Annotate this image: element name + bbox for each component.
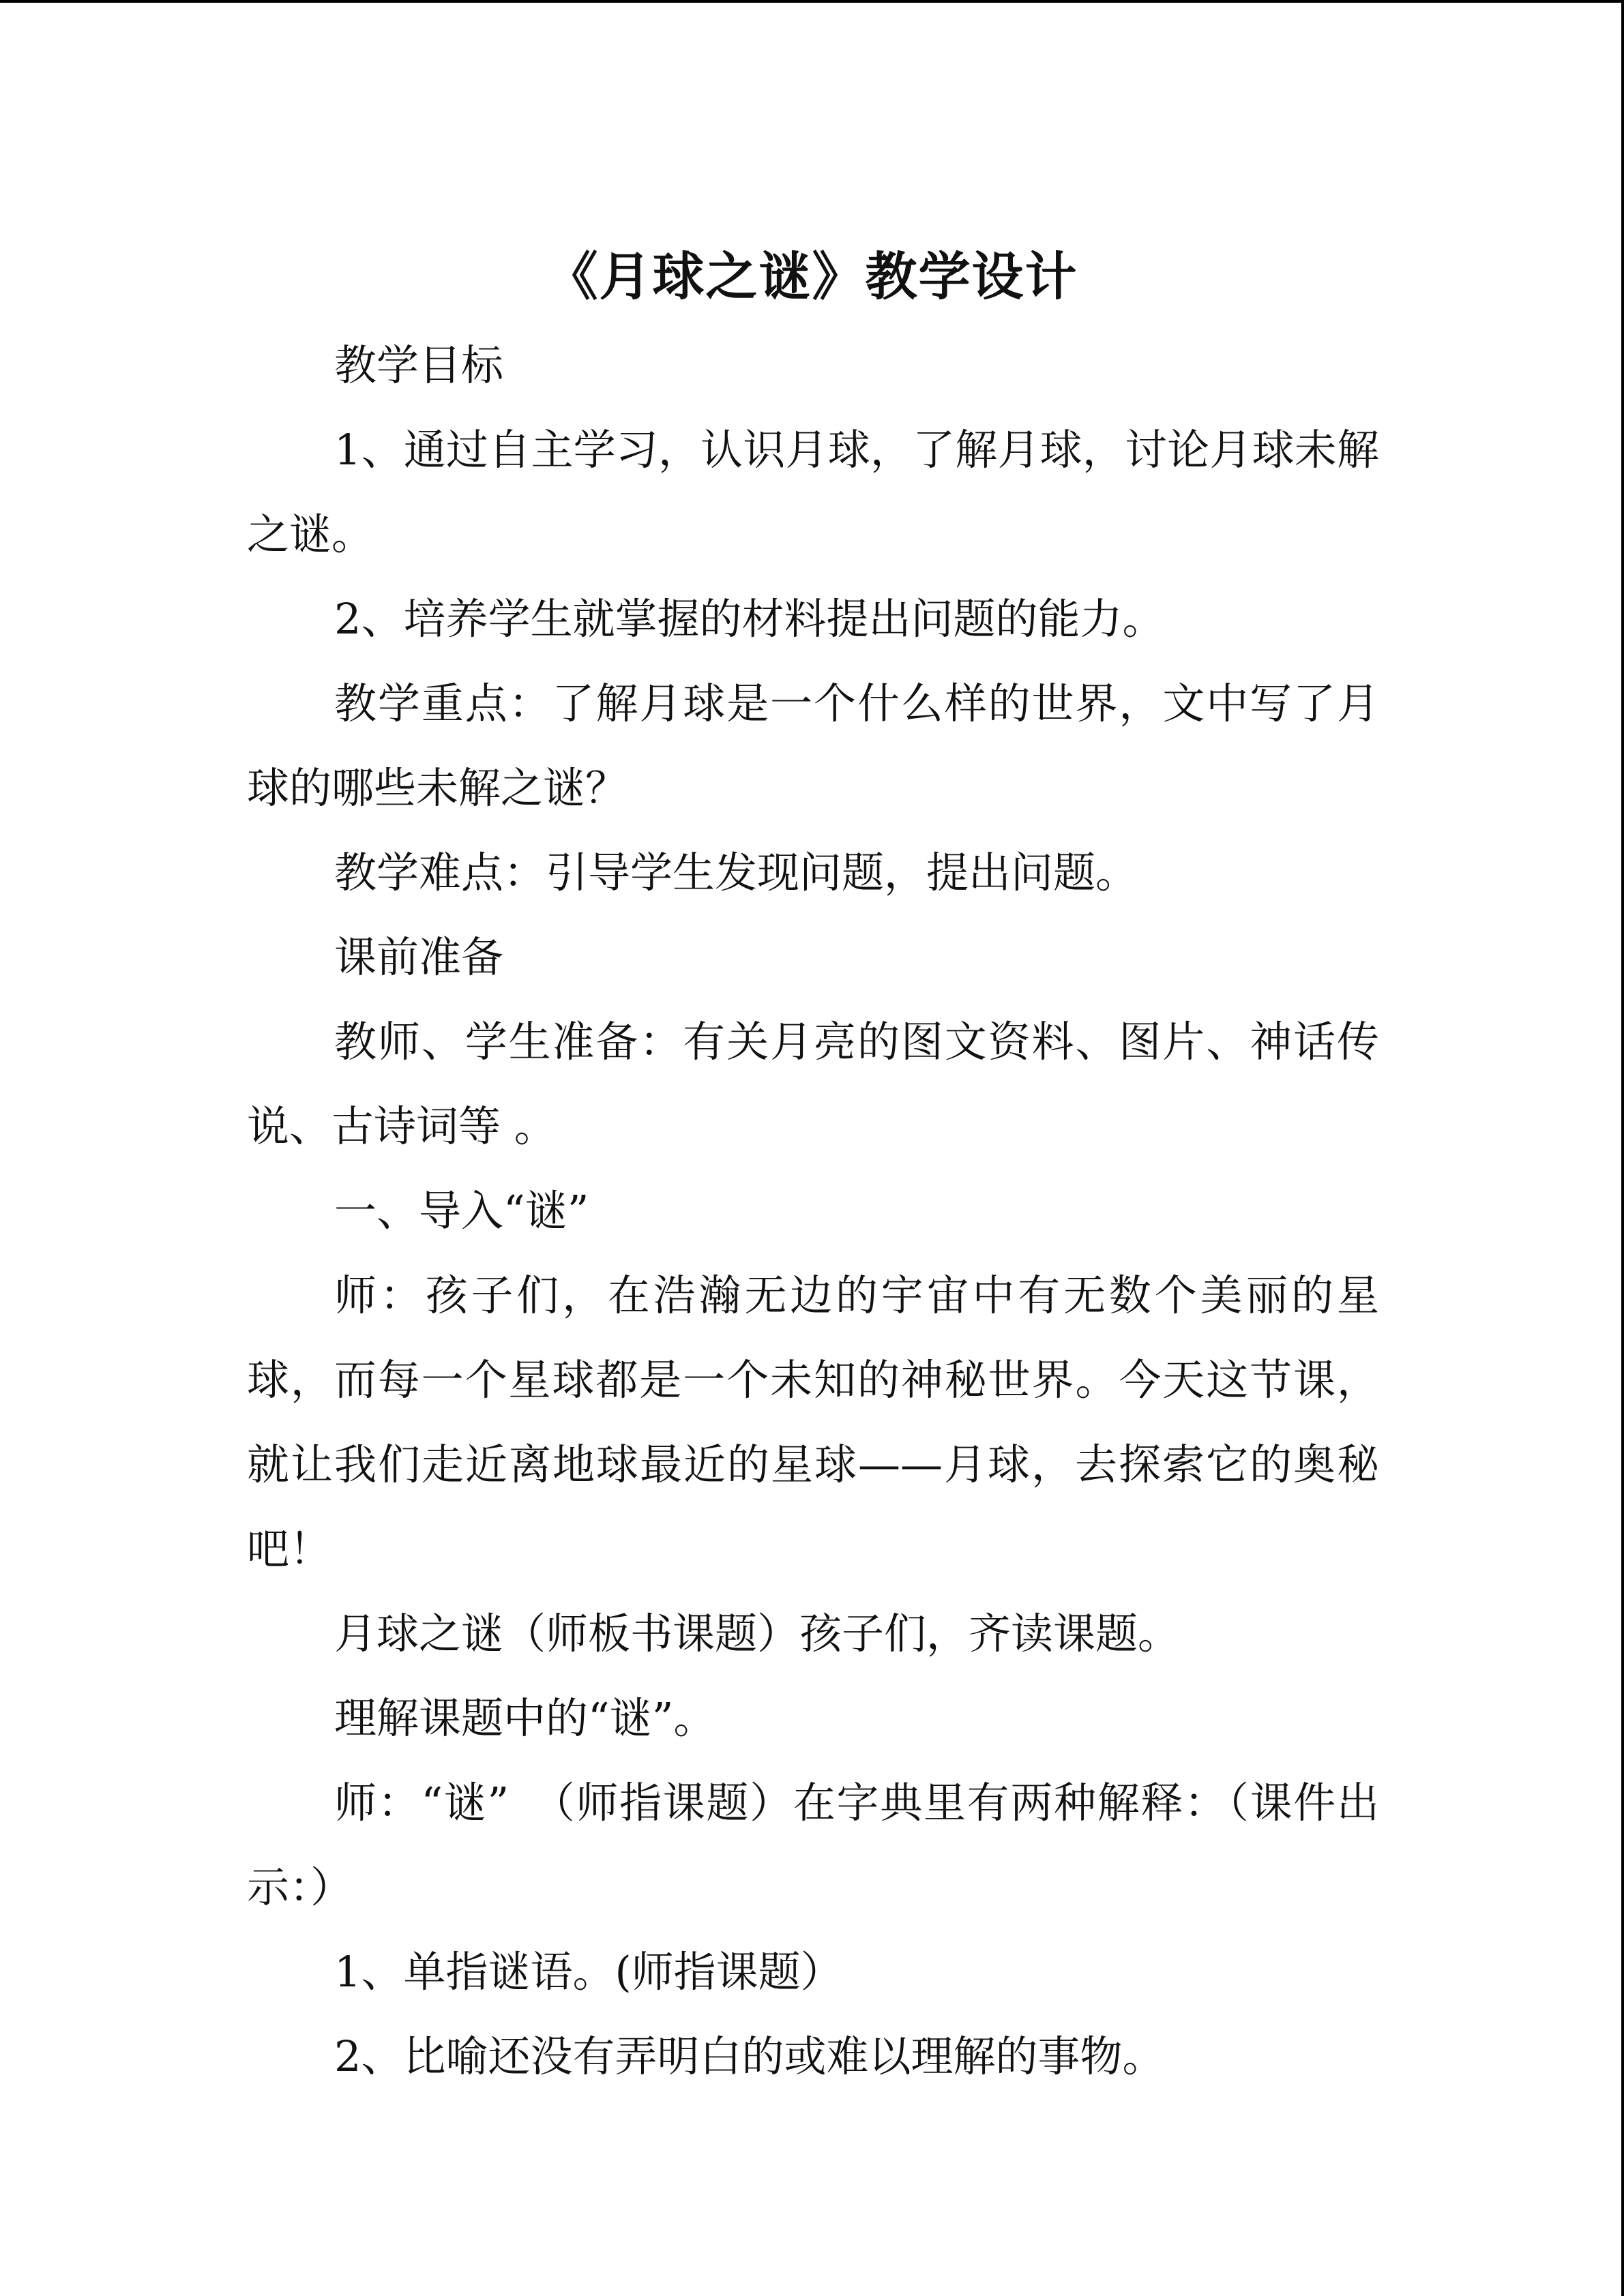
document-body <box>247 323 1379 2099</box>
key-points: 教学重点：了解月球是一个什么样的世界，文中写了月球的哪些未解之谜？ <box>247 679 1379 813</box>
heading-teaching-goals: 教学目标 <box>334 340 504 390</box>
meaning-1: 1、单指谜语。(师指课题） <box>334 1947 843 1997</box>
goal-1: 1、通过自主学习，认识月球，了解月球，讨论月球未解之谜。 <box>247 425 1379 559</box>
difficult-points: 教学难点：引导学生发现问题，提出问题。 <box>334 848 1138 897</box>
section-introduction: 一、导入“谜” <box>334 1186 589 1236</box>
understand-mystery: 理解课题中的“谜”。 <box>334 1693 716 1743</box>
preparation-materials: 教师、学生准备：有关月亮的图文资料、图片、神话传说、古诗词等 。 <box>247 1017 1379 1151</box>
teacher-introduction: 师：孩子们，在浩瀚无边的宇宙中有无数个美丽的星球，而每一个星球都是一个未知的神秘世界。今天这节课，就让我们走近离地球最近的星球——月球，去探索它的奥秘吧！ <box>247 1270 1379 1574</box>
dictionary-explanation: 师：“谜” （师指课题）在字典里有两种解释：（课件出示：） <box>247 1778 1379 1912</box>
read-title: 月球之谜（师板书课题）孩子们，齐读课题。 <box>334 1609 1181 1658</box>
meaning-2: 2、比喻还没有弄明白的或难以理解的事物。 <box>334 2031 1165 2081</box>
heading-preparation: 课前准备 <box>334 932 504 982</box>
document-title: 《月球之谜》教学设计 <box>546 245 1078 307</box>
page-border-right <box>1621 0 1624 2296</box>
page-border-top <box>0 0 1624 3</box>
goal-2: 2、培养学生就掌握的材料提出问题的能力。 <box>334 594 1165 644</box>
